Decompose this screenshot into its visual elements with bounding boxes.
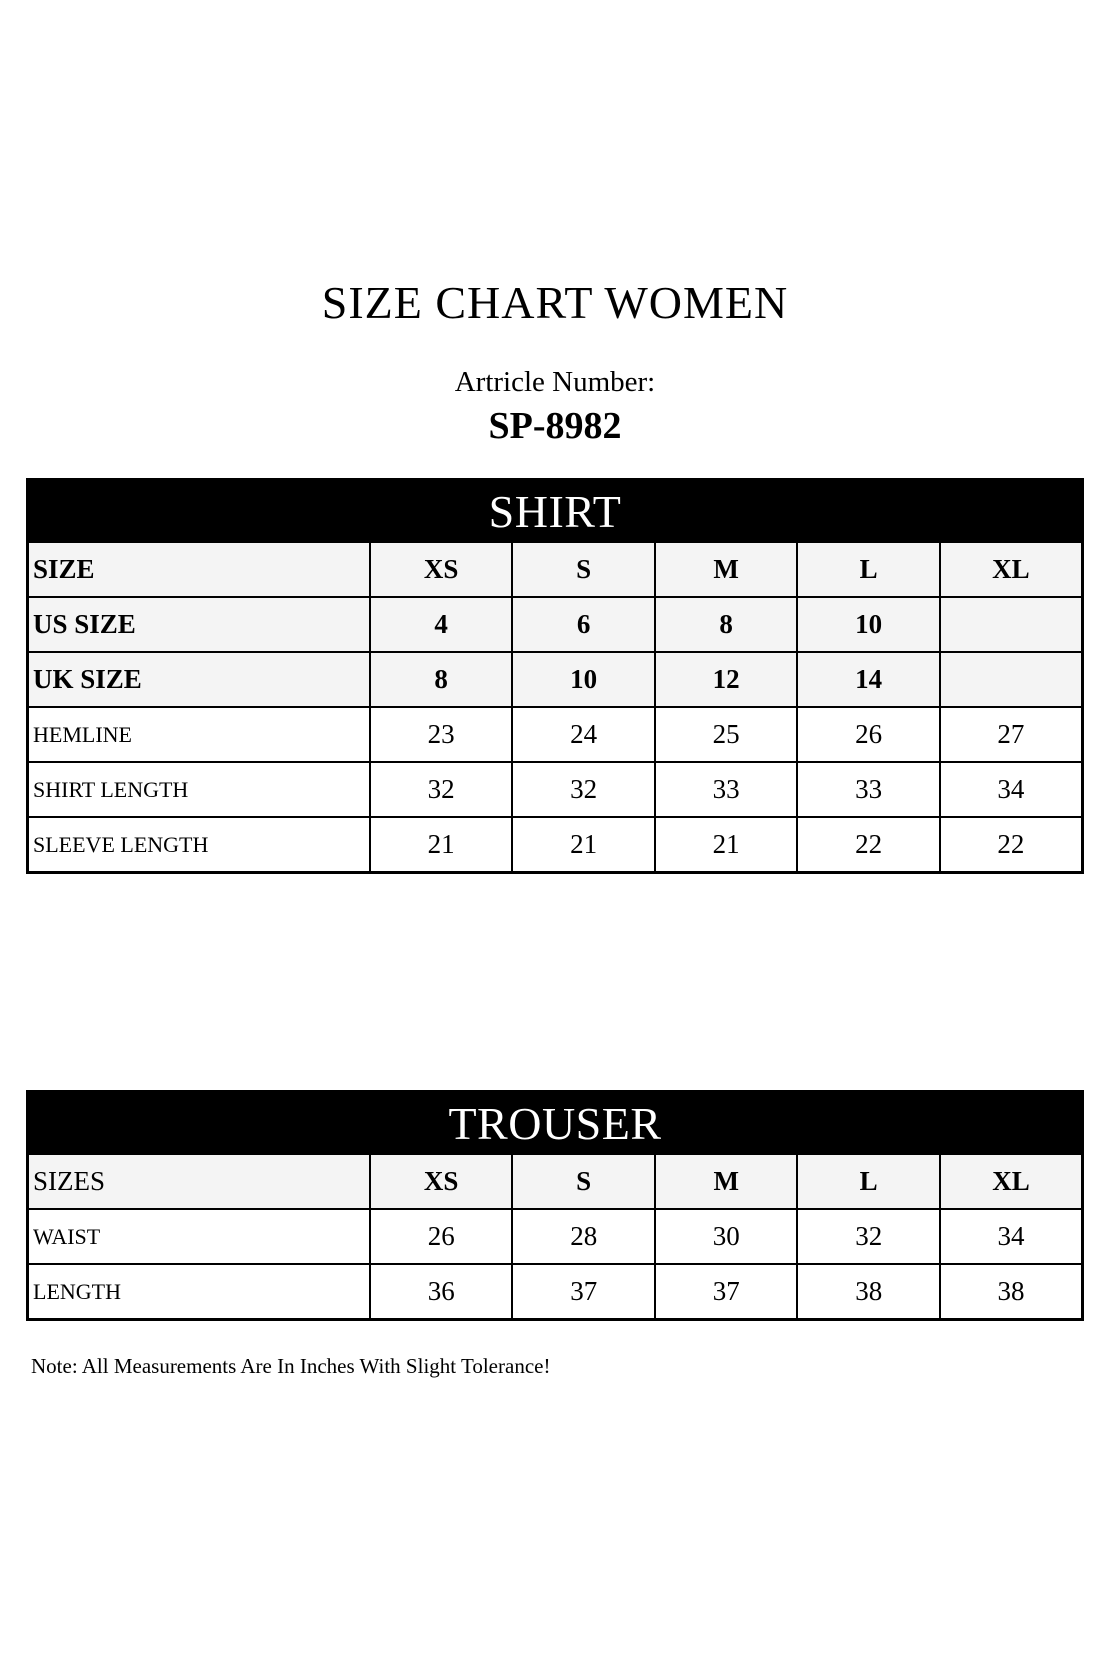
- shirt-row-hemline: [28, 707, 1083, 762]
- shirt-heading-row: [28, 480, 1083, 543]
- trouser-size-header-s: S: [512, 1154, 655, 1209]
- cell-value: 36: [370, 1264, 513, 1320]
- cell-value: 26: [797, 707, 939, 762]
- shirt-size-header-xl: XL: [940, 542, 1083, 597]
- cell-value: 38: [940, 1264, 1083, 1320]
- trouser-size-header-m: M: [655, 1154, 798, 1209]
- shirt-size-header-label: SIZE: [28, 542, 370, 597]
- cell-value: 10: [797, 597, 939, 652]
- trouser-heading: TROUSER: [28, 1092, 1083, 1155]
- shirt-heading: SHIRT: [28, 480, 1083, 543]
- trouser-size-header-xs: XS: [370, 1154, 513, 1209]
- trouser-size-header-xl: XL: [940, 1154, 1083, 1209]
- shirt-size-table: [26, 478, 1084, 874]
- row-label: UK SIZE: [28, 652, 370, 707]
- cell-value: 26: [370, 1209, 513, 1264]
- cell-value: 32: [797, 1209, 940, 1264]
- cell-value: 33: [797, 762, 939, 817]
- cell-value: [940, 652, 1083, 707]
- cell-value: 21: [370, 817, 512, 873]
- shirt-row-us-size: [28, 597, 1083, 652]
- cell-value: 34: [940, 762, 1083, 817]
- row-label: SLEEVE LENGTH: [28, 817, 370, 873]
- cell-value: 25: [655, 707, 797, 762]
- trouser-size-header-l: L: [797, 1154, 940, 1209]
- cell-value: 6: [512, 597, 654, 652]
- trouser-size-header-label: SIZES: [28, 1154, 370, 1209]
- cell-value: 22: [940, 817, 1083, 873]
- cell-value: 34: [940, 1209, 1083, 1264]
- cell-value: 23: [370, 707, 512, 762]
- trouser-row-waist: [28, 1209, 1083, 1264]
- cell-value: 24: [512, 707, 654, 762]
- shirt-size-header-row: [28, 542, 1083, 597]
- cell-value: 28: [512, 1209, 655, 1264]
- trouser-heading-row: [28, 1092, 1083, 1155]
- cell-value: [940, 597, 1083, 652]
- row-label: LENGTH: [28, 1264, 370, 1320]
- shirt-row-uk-size: [28, 652, 1083, 707]
- cell-value: 21: [655, 817, 797, 873]
- cell-value: 14: [797, 652, 939, 707]
- article-number-label: Artricle Number:: [454, 366, 656, 398]
- cell-value: 27: [940, 707, 1083, 762]
- shirt-row-shirt-length: [28, 762, 1083, 817]
- shirt-size-header-m: M: [655, 542, 797, 597]
- cell-value: 21: [512, 817, 654, 873]
- shirt-size-header-l: L: [797, 542, 939, 597]
- cell-value: 12: [655, 652, 797, 707]
- cell-value: 32: [512, 762, 654, 817]
- row-label: WAIST: [28, 1209, 370, 1264]
- cell-value: 33: [655, 762, 797, 817]
- cell-value: 10: [512, 652, 654, 707]
- cell-value: 32: [370, 762, 512, 817]
- trouser-size-table: [26, 1090, 1084, 1321]
- cell-value: 8: [655, 597, 797, 652]
- cell-value: 37: [655, 1264, 798, 1320]
- page-title: SIZE CHART WOMEN: [321, 277, 789, 328]
- article-number-value: SP-8982: [488, 405, 622, 447]
- shirt-size-header-xs: XS: [370, 542, 512, 597]
- shirt-size-header-s: S: [512, 542, 654, 597]
- trouser-row-length: [28, 1264, 1083, 1320]
- row-label: SHIRT LENGTH: [28, 762, 370, 817]
- cell-value: 37: [512, 1264, 655, 1320]
- trouser-size-header-row: [28, 1154, 1083, 1209]
- row-label: US SIZE: [28, 597, 370, 652]
- measurement-note: Note: All Measurements Are In Inches With Slight Tolerance!: [31, 1354, 551, 1378]
- cell-value: 8: [370, 652, 512, 707]
- cell-value: 22: [797, 817, 939, 873]
- cell-value: 38: [797, 1264, 940, 1320]
- shirt-row-sleeve-length: [28, 817, 1083, 873]
- cell-value: 30: [655, 1209, 798, 1264]
- cell-value: 4: [370, 597, 512, 652]
- row-label: HEMLINE: [28, 707, 370, 762]
